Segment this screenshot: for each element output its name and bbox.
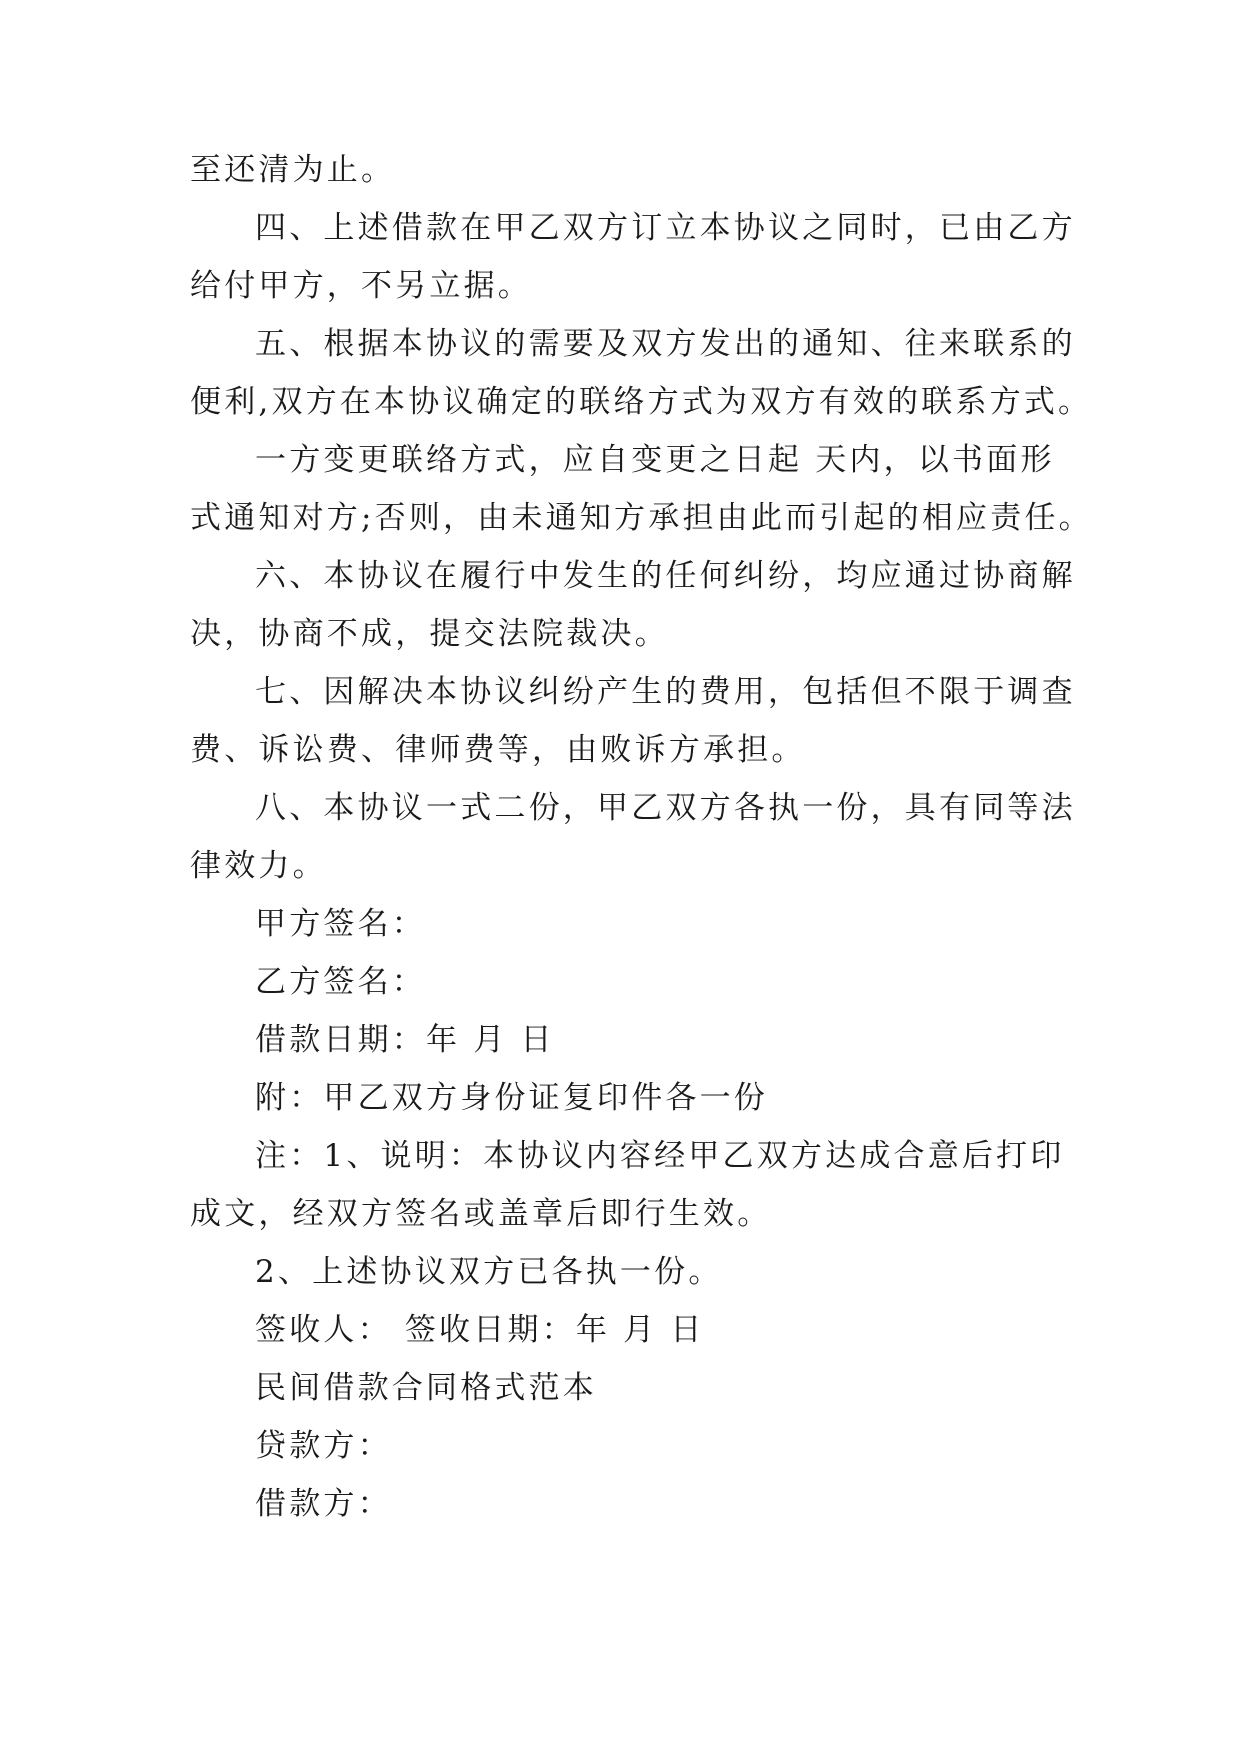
- clause-7-line-1: 七、因解决本协议纠纷产生的费用，包括但不限于调查: [255, 674, 1076, 710]
- section-title: 民间借款合同格式范本: [255, 1370, 597, 1406]
- clause-8-line-1: 八、本协议一式二份，甲乙双方各执一份，具有同等法: [255, 790, 1076, 826]
- party-b-signature: 乙方签名：: [255, 964, 426, 1000]
- note-1-line-2: 成文，经双方签名或盖章后即行生效。: [190, 1196, 772, 1232]
- clause-4-line-2: 给付甲方，不另立据。: [190, 268, 532, 304]
- clause-8-line-2: 律效力。: [190, 848, 327, 884]
- receipt-line: 签收人： 签收日期：年 月 日: [255, 1312, 705, 1348]
- lender-label: 贷款方：: [255, 1428, 392, 1464]
- clause-5-line-3: 一方变更联络方式，应自变更之日起 天内，以书面形: [255, 442, 1055, 478]
- text-line: 至还清为止。: [190, 152, 396, 188]
- note-2: 2、上述协议双方已各执一份。: [255, 1254, 723, 1290]
- clause-4-line-1: 四、上述借款在甲乙双方订立本协议之同时，已由乙方: [255, 210, 1076, 246]
- note-1-line-1: 注：1、说明：本协议内容经甲乙双方达成合意后打印: [255, 1138, 1065, 1174]
- loan-date: 借款日期：年 月 日: [255, 1022, 555, 1058]
- clause-5-line-1: 五、根据本协议的需要及双方发出的通知、往来联系的: [255, 326, 1076, 362]
- attachment-note: 附：甲乙双方身份证复印件各一份: [255, 1080, 768, 1116]
- party-a-signature: 甲方签名：: [255, 906, 426, 942]
- clause-5-line-2: 便利,双方在本协议确定的联络方式为双方有效的联系方式。: [190, 384, 1093, 420]
- borrower-label: 借款方：: [255, 1486, 392, 1522]
- clause-5-line-4: 式通知对方;否则，由未通知方承担由此而引起的相应责任。: [190, 500, 1093, 536]
- clause-6-line-1: 六、本协议在履行中发生的任何纠纷，均应通过协商解: [255, 558, 1076, 594]
- clause-6-line-2: 决，协商不成，提交法院裁决。: [190, 616, 669, 652]
- clause-7-line-2: 费、诉讼费、律师费等，由败诉方承担。: [190, 732, 806, 768]
